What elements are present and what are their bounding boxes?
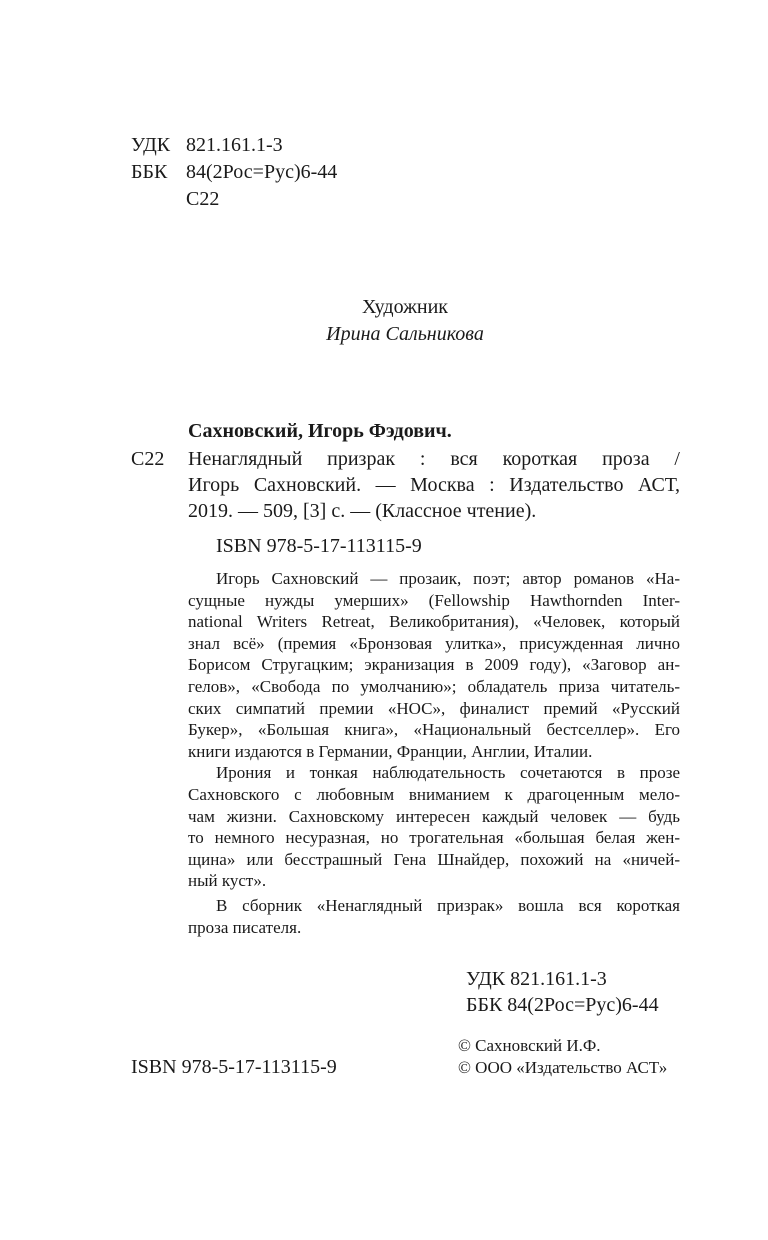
- annotation-line: книги издаются в Германии, Франции, Англии, Италии.: [188, 741, 593, 761]
- artist-name: Ирина Сальникова: [326, 323, 484, 345]
- annotation-line: В сборник «Ненаглядный призрак» вошла вся короткая: [216, 896, 680, 915]
- catalog-mark: С22: [131, 448, 165, 470]
- bottom-bbk: ББК 84(2Рос=Рус)6-44: [466, 994, 659, 1016]
- copyright-author: © Сахновский И.Ф.: [458, 1036, 601, 1055]
- annotation-line: Ирония и тонкая наблюдательность сочетаются в прозе: [216, 763, 680, 783]
- bbk-label: ББК: [131, 161, 168, 183]
- catalog-isbn: ISBN 978-5-17-113115-9: [216, 535, 422, 557]
- footer-isbn: ISBN 978-5-17-113115-9: [131, 1056, 337, 1078]
- annotation-line: щина» или бесстрашный Гена Шнайдер, похожий на «ничей-: [188, 849, 680, 869]
- udk-value: 821.161.1-3: [186, 134, 283, 156]
- annotation-line: ских симпатий премии «НОС», финалист премий «Русский: [188, 698, 680, 718]
- description-line: Ненаглядный призрак : вся короткая проза /: [188, 448, 680, 470]
- annotation-line: гелов», «Свобода по умолчанию»; обладатель приза читатель-: [188, 677, 680, 696]
- copyright-publisher: © ООО «Издательство АСТ»: [458, 1058, 668, 1077]
- description-line: Игорь Сахновский. — Москва : Издательство АСТ,: [188, 474, 680, 496]
- bottom-udk: УДК 821.161.1-3: [466, 968, 607, 990]
- author-heading: Сахновский, Игорь Фэдович.: [188, 420, 452, 442]
- annotation-line: Борисом Стругацким; экранизация в 2009 году), «Заговор ан-: [188, 655, 680, 675]
- udk-label: УДК: [131, 134, 171, 156]
- author-mark: С22: [186, 188, 220, 210]
- annotation-line: Букер», «Большая книга», «Национальный бестселлер». Его: [188, 720, 680, 740]
- annotation-line: чам жизни. Сахновскому интересен каждый человек — будь: [188, 806, 680, 826]
- artist-role: Художник: [361, 296, 449, 318]
- annotation-line: то немного несуразная, но трогательная «большая белая жен-: [188, 828, 680, 848]
- description-line: 2019. — 509, [3] с. — (Классное чтение).: [188, 500, 537, 522]
- annotation-line: проза писателя.: [188, 917, 302, 937]
- annotation-line: Сахновского с любовным вниманием к драгоценным мело-: [188, 785, 680, 804]
- annotation-line: знал всё» (премия «Бронзовая улитка», присужденная лично: [188, 633, 680, 653]
- bbk-value: 84(2Рос=Рус)6-44: [186, 161, 338, 183]
- annotation-line: Игорь Сахновский — прозаик, поэт; автор романов «На-: [216, 569, 680, 588]
- annotation-line: national Writers Retreat, Великобритания), «Человек, который: [188, 612, 680, 632]
- annotation-line: сущные нужды умерших» (Fellowship Hawthornden Inter-: [188, 590, 680, 610]
- annotation-line: ный куст».: [188, 871, 267, 891]
